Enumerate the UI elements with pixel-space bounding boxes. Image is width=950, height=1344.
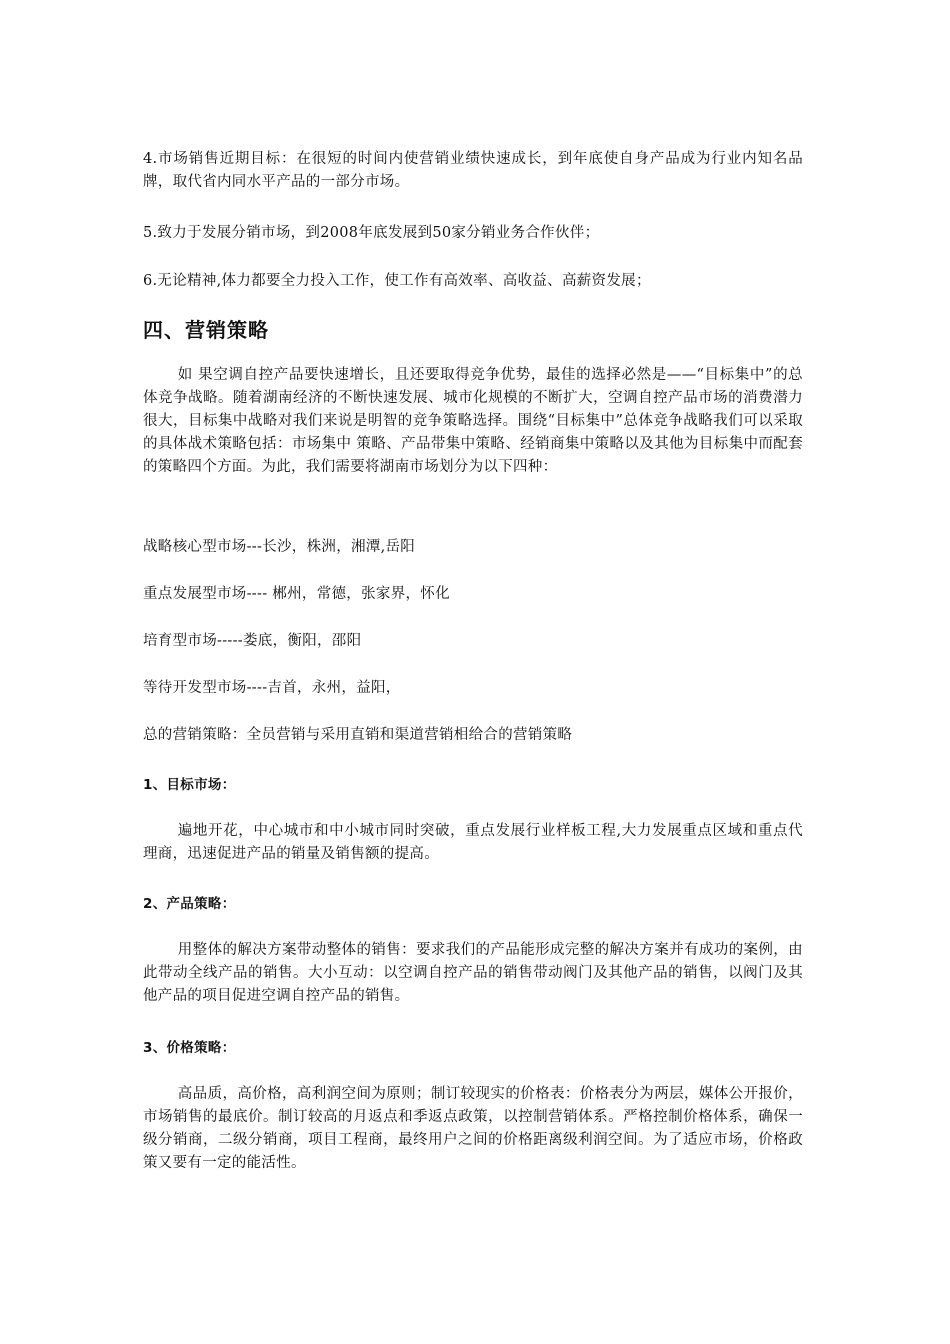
- market-tier-core: 战略核心型市场---长沙，株洲，湘潭,岳阳: [143, 539, 416, 555]
- market-tier-key: 重点发展型市场---- 郴州，常德，张家界，怀化: [143, 586, 450, 602]
- paragraph-goal-5: 5.致力于发展分销市场，到2008年底发展到50家分销业务合作伙伴；: [143, 225, 600, 241]
- market-tier-cultivation: 培育型市场-----娄底，衡阳，邵阳: [143, 633, 362, 649]
- subsection-body-product-strategy: 用整体的解决方案带动整体的销售：要求我们的产品能形成完整的解决方案并有成功的案例，由此带动全线产品的销售。大小互动：以空调自控产品的销售带动阀门及其他产品的销售，以阀门及其他产品的项目促进空调自控产品的销售。: [143, 942, 803, 1004]
- subsection-body-target-market: 遍地开花，中心城市和中小城市同时突破，重点发展行业样板工程,大力发展重点区域和重点代理商，迅速促进产品的销量及销售额的提高。: [143, 823, 803, 862]
- market-tier-pending: 等待开发型市场----吉首，永州，益阳，: [143, 680, 401, 696]
- section-intro-paragraph: 如 果空调自控产品要快速增长，且还要取得竞争优势，最佳的选择必然是——“目标集中”的总体竞争战略。随着湖南经济的不断快速发展、城市化规模的不断扩大，空调自控产品市场的消费潜力很大，目标集中战略对我们来说是明智的竞争策略选择。围绕“目标集中”总体竞争战略我们可以采取的具体战术策略包括：市场集中 策略、产品带集中策略、经销商集中策略以及其他为目标集中而配套的策略四个方面。为此，我们需要将湖南市场划分为以下四种：: [143, 367, 803, 475]
- subsection-title-product-strategy: 2、产品策略：: [143, 896, 236, 912]
- section-heading: 四、营销策略: [143, 318, 269, 342]
- subsection-body-price-strategy: 高品质，高价格，高利润空间为原则；制订较现实的价格表：价格表分为两层，媒体公开报价，市场销售的最底价。制订较高的月返点和季返点政策，以控制营销体系。严格控制价格体系，确保一级分销商，二级分销商，项目工程商，最终用户之间的价格距离级利润空间。为了适应市场，价格政策又要有一定的能活性。: [143, 1086, 803, 1171]
- subsection-title-price-strategy: 3、价格策略：: [143, 1040, 236, 1056]
- subsection-title-target-market: 1、目标市场：: [143, 777, 236, 793]
- overall-strategy: 总的营销策略：全员营销与采用直销和渠道营销相给合的营销策略: [143, 727, 573, 743]
- paragraph-goal-4: 4.市场销售近期目标：在很短的时间内使营销业绩快速成长，到年底使自身产品成为行业内知名品牌，取代省内同水平产品的一部分市场。: [143, 151, 803, 190]
- paragraph-goal-6: 6.无论精神,体力都要全力投入工作，使工作有高效率、高收益、高薪资发展；: [143, 273, 651, 289]
